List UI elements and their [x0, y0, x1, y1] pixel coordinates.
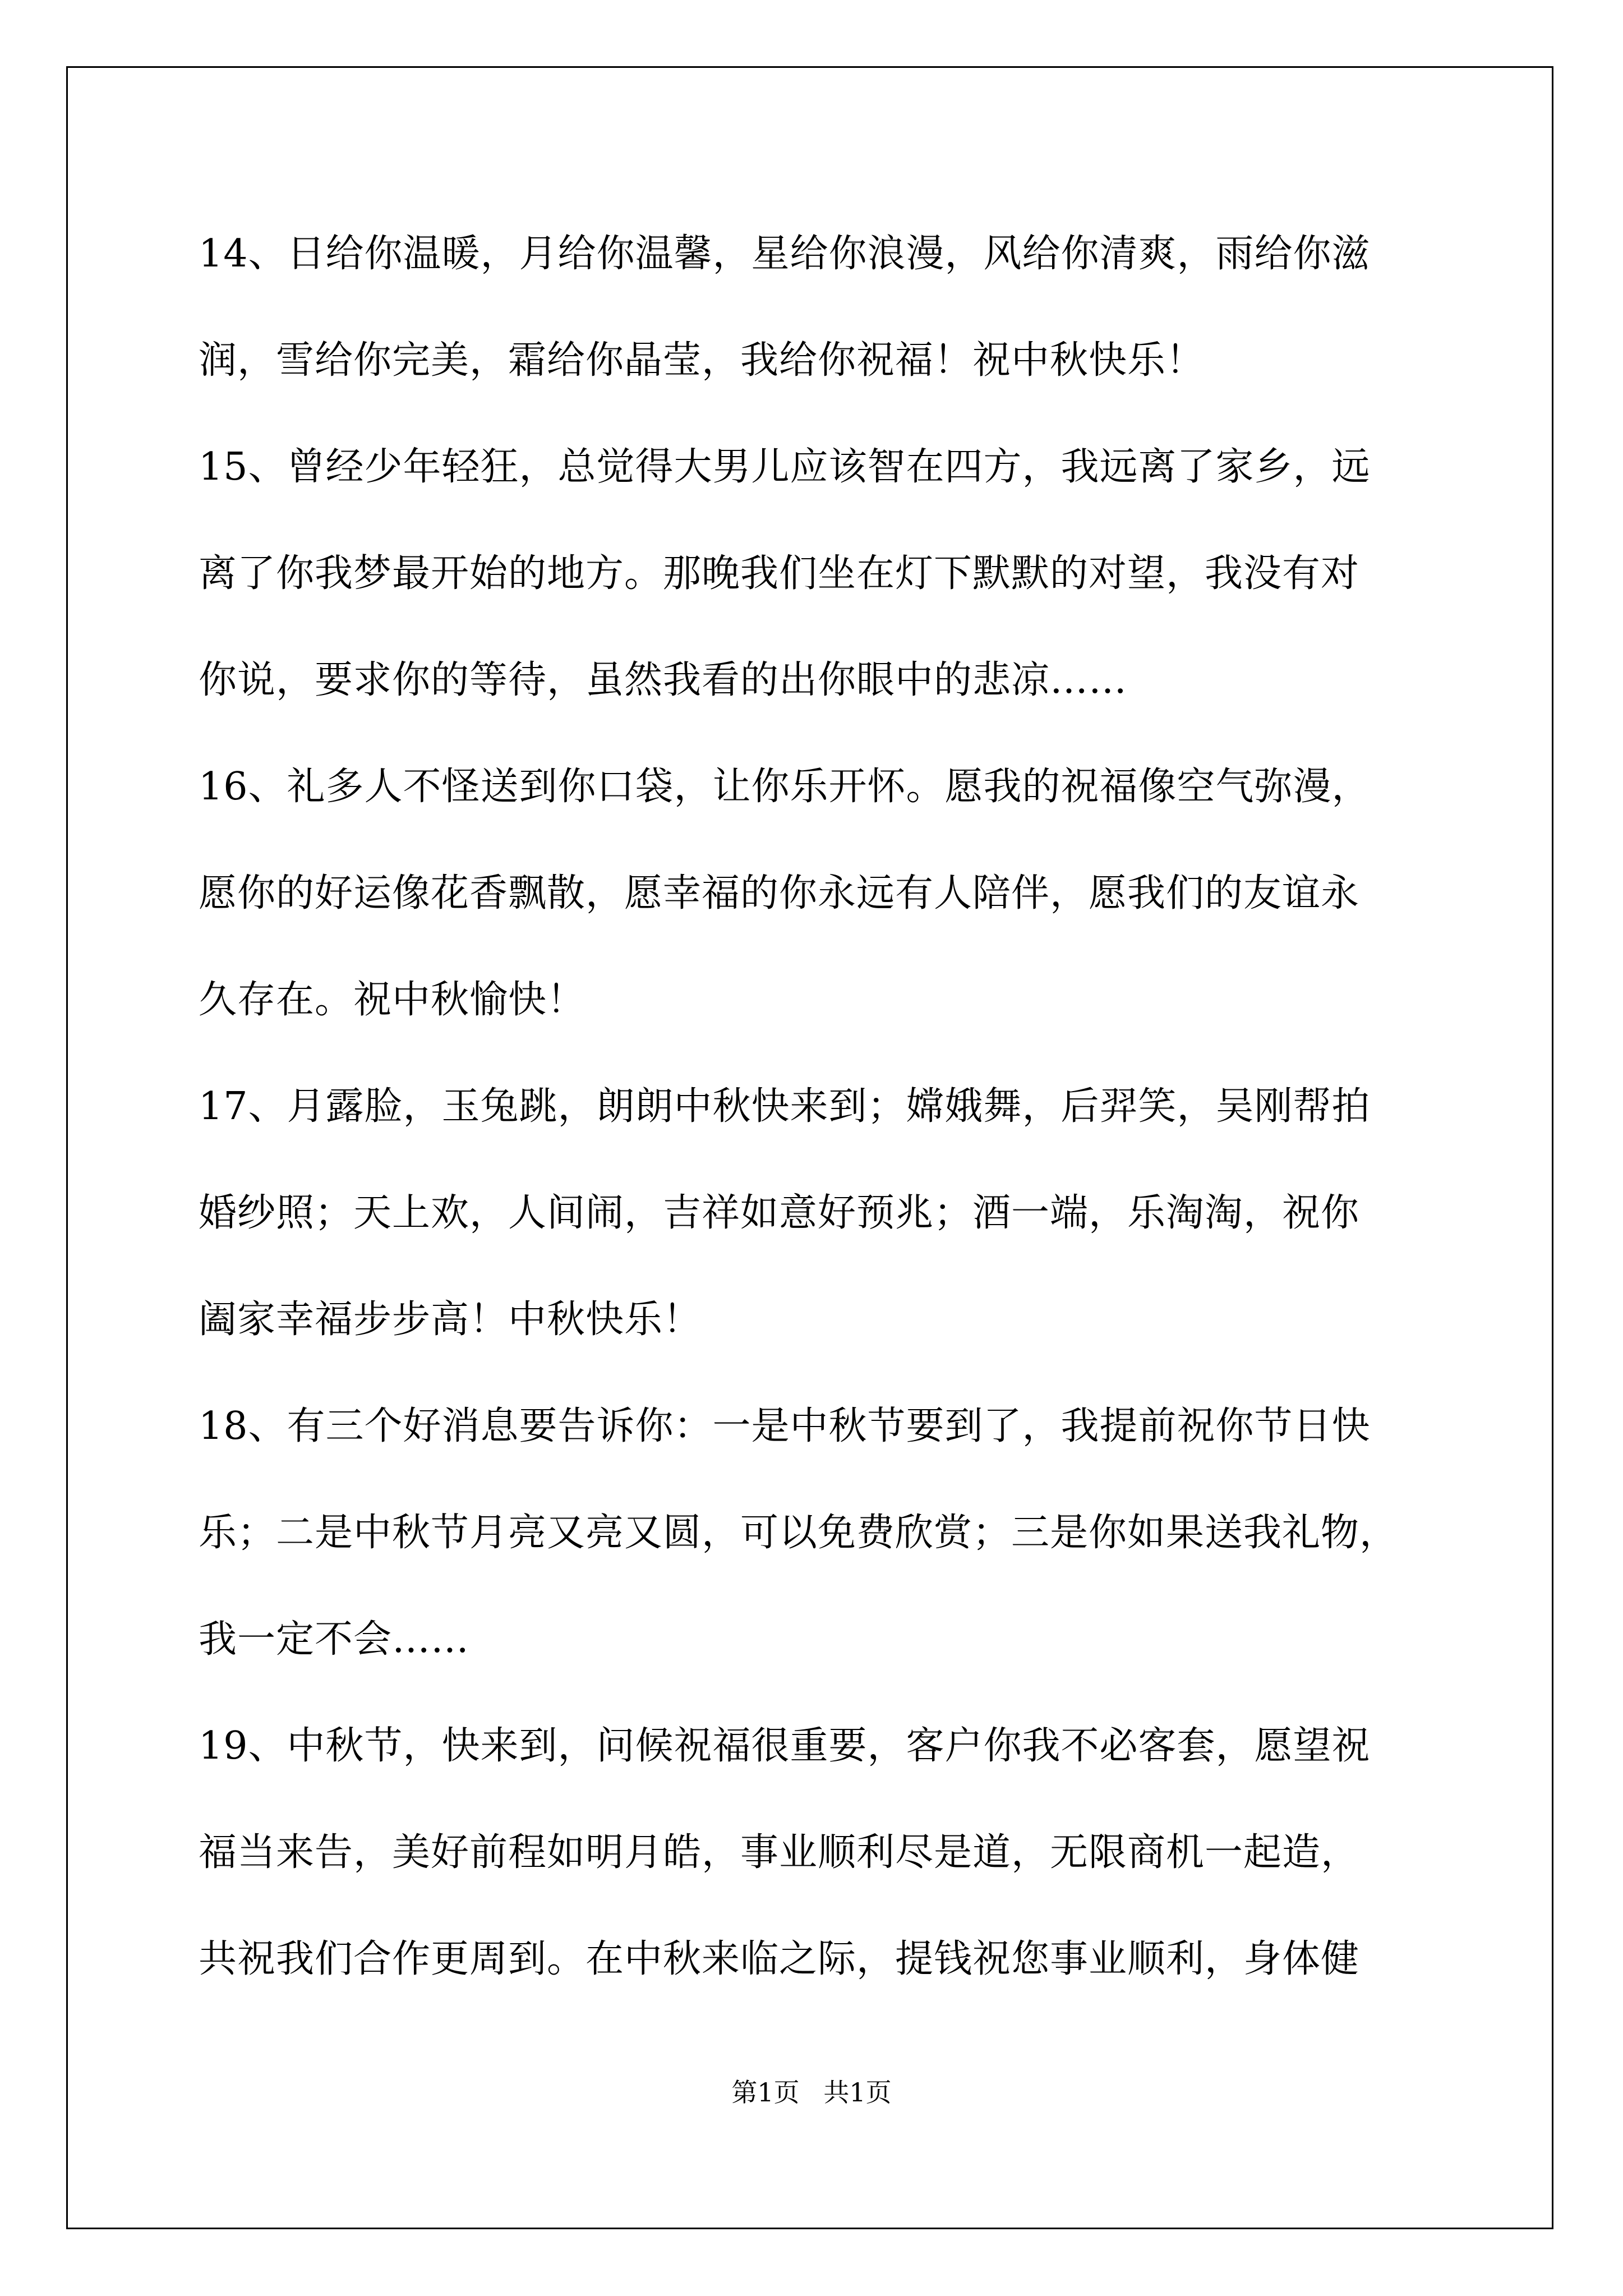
text-line: 我一定不会…… [199, 1617, 470, 1662]
text-line: 愿你的好运像花香飘散，愿幸福的你永远有人陪伴，愿我们的友谊永 [199, 871, 1360, 915]
text-line: 19、中秋节，快来到，问候祝福很重要，客户你我不必客套，愿望祝 [199, 1724, 1371, 1768]
text-line: 久存在。祝中秋愉快！ [199, 978, 586, 1022]
text-line: 婚纱照；天上欢，人间闹，吉祥如意好预兆；酒一端，乐淘淘，祝你 [199, 1191, 1360, 1235]
page-number: 第1页 [731, 2077, 800, 2108]
text-line: 共祝我们合作更周到。在中秋来临之际，提钱祝您事业顺利，身体健 [199, 1937, 1360, 1981]
text-line: 乐；二是中秋节月亮又亮又圆，可以免费欣赏；三是你如果送我礼物， [199, 1511, 1399, 1555]
text-line: 福当来告，美好前程如明月皓，事业顺利尽是道，无限商机一起造， [199, 1830, 1360, 1875]
text-line: 你说，要求你的等待，虽然我看的出你眼中的悲凉…… [199, 658, 1128, 702]
page-total: 共1页 [823, 2077, 892, 2108]
page-footer [0, 2076, 1623, 2109]
text-line: 16、礼多人不怪送到你口袋，让你乐开怀。愿我的祝福像空气弥漫， [199, 765, 1371, 809]
text-line: 润，雪给你完美，霜给你晶莹，我给你祝福！祝中秋快乐！ [199, 338, 1205, 383]
text-line: 17、月露脸，玉兔跳，朗朗中秋快来到；嫦娥舞，后羿笑，吴刚帮拍 [199, 1084, 1371, 1129]
document-body [199, 201, 1483, 2013]
text-line: 阖家幸福步步高！中秋快乐！ [199, 1297, 702, 1342]
text-line: 18、有三个好消息要告诉你：一是中秋节要到了，我提前祝你节日快 [199, 1404, 1371, 1448]
text-line: 15、曾经少年轻狂，总觉得大男儿应该智在四方，我远离了家乡，远 [199, 445, 1371, 489]
text-line: 离了你我梦最开始的地方。那晚我们坐在灯下默默的对望，我没有对 [199, 551, 1360, 596]
text-line: 14、日给你温暖，月给你温馨，星给你浪漫，风给你清爽，雨给你滋 [199, 232, 1371, 276]
